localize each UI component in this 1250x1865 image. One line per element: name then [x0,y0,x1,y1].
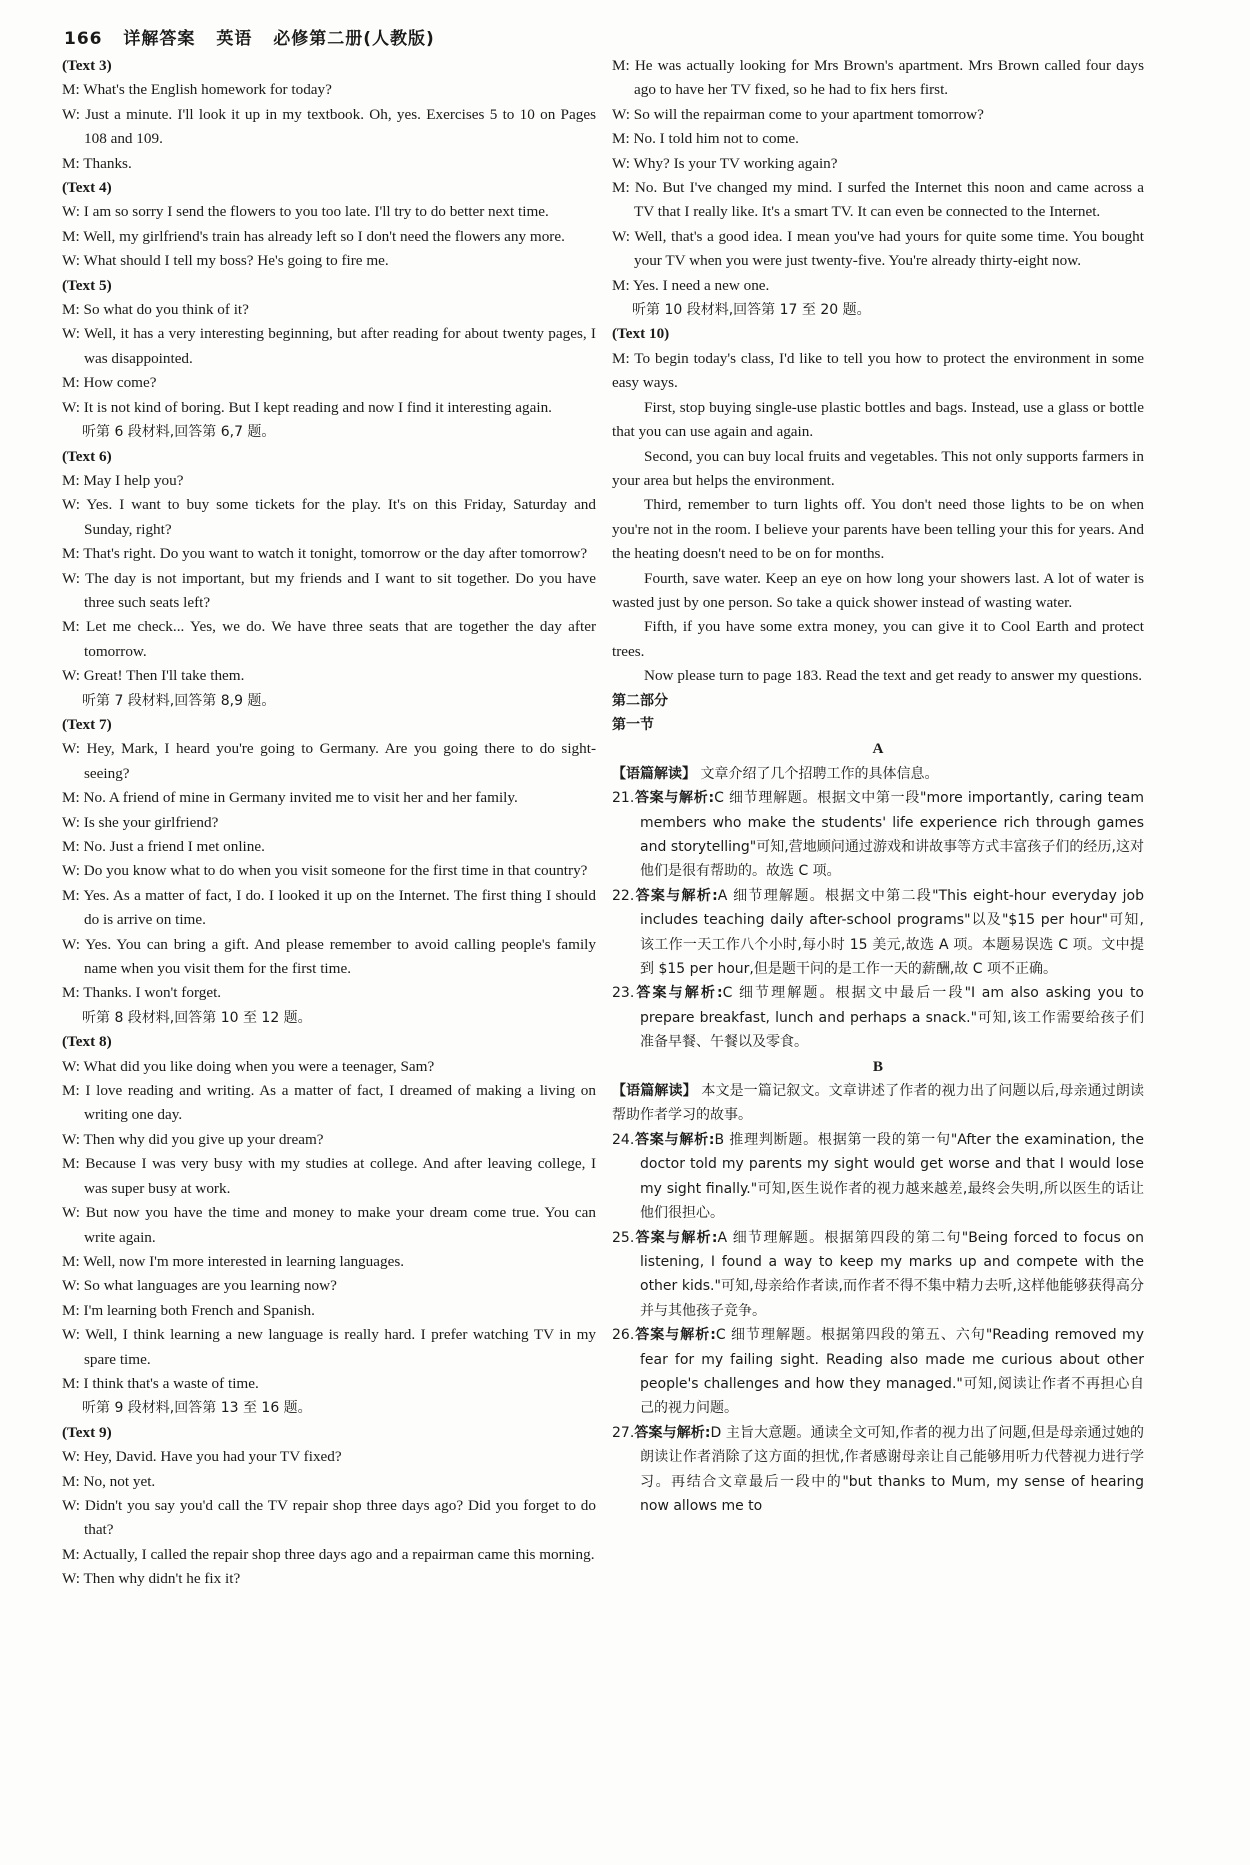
dialogue-line: W: The day is not important, but my friends and I want to sit together. Do you have three such seats left? [62,569,596,611]
dialogue-line: M: No. I told him not to come. [612,130,799,148]
section-label: (Text 3) [62,57,112,74]
dialogue-line: M: Well, my girlfriend's train has already left so I don't need the flowers any more. [62,227,565,245]
left-column [62,54,596,1592]
listening-instruction: 听第 8 段材料,回答第 10 至 12 题。 [82,1009,312,1026]
section-label: (Text 5) [62,276,112,294]
dialogue-line: W: Hey, David. Have you had your TV fixed? [62,1448,342,1466]
passage-letter: B [872,1057,884,1075]
header-title-1: 详解答案 [123,29,196,49]
section-label: (Text 10) [612,325,670,343]
dialogue-line: W: Then why didn't he fix it? [62,1570,241,1588]
part-heading: 第二部分 [612,692,668,709]
dialogue-line: M: Well, now I'm more interested in learning languages. [62,1252,405,1270]
answer-explanation [612,1421,1144,1519]
answer-tag: 答案与解析: [634,1229,718,1246]
answer-tag: 答案与解析: [634,1131,715,1148]
right-column [612,54,1144,1518]
dialogue-line: W: Why? Is your TV working again? [612,154,838,172]
answer-explanation [612,1323,1144,1421]
dialogue-line: W: So what languages are you learning now? [62,1277,337,1295]
dialogue-line: W: But now you have the time and money to make your dream come true. You can write again. [62,1204,596,1246]
passage-letter: A [872,740,884,758]
passage-summary [612,762,1144,786]
answer-tag: 答案与解析: [634,1424,711,1441]
dialogue-line: M: No. But I've changed my mind. I surfed the Internet this noon and came across a TV that I really like. It's a smart TV. It can even be connected to the Internet. [612,179,1144,221]
dialogue-line: M: Let me check... Yes, we do. We have three seats that are together the day after tomorrow. [62,618,596,660]
answer-text: A 细节理解题。根据文中第二段"This eight-hour everyday job includes teaching daily after-school programs"以及"$15 per hour"可知,该工作一天工作八个小时,每小时 15 美元,故选 A 项。本题易误选 C 项。文中提到 $15 per hour,但是题干问的是工作一天的薪酬,故 C 项不正确。 [640,887,1144,978]
dialogue-line: W: Do you know what to do when you visit someone for the first time in that country? [62,862,588,880]
answer-explanation [612,884,1144,982]
listening-instruction: 听第 7 段材料,回答第 8,9 题。 [82,692,276,709]
answer-text: D 主旨大意题。通读全文可知,作者的视力出了问题,但是母亲通过她的朗读让作者消除了这方面的担忧,作者感谢母亲让自己能够用听力代替视力进行学习。再结合文章最后一段中的"but thanks to Mum, my sense of hearing now allows me to [640,1424,1144,1514]
dialogue-line: M: Thanks. [62,154,132,172]
answer-explanation [612,981,1144,1054]
dialogue-line: W: Hey, Mark, I heard you're going to Germany. Are you going there to do sight-seeing? [62,740,596,782]
dialogue-line: M: He was actually looking for Mrs Brown's apartment. Mrs Brown called four days ago to have her TV fixed, so he had to fix hers first. [612,57,1144,99]
dialogue-line: M: Yes. I need a new one. [612,276,770,294]
answer-text: C 细节理解题。根据第四段的第五、六句"Reading removed my fear for my failing sight. Reading also made me curious about other people's challenges and how they managed."可知,阅读让作者不再担心自己的视力问题。 [640,1327,1144,1417]
answer-explanation [612,1128,1144,1226]
dialogue-line: M: So what do you think of it? [62,301,249,319]
dialogue-line: W: What should I tell my boss? He's going to fire me. [62,252,389,270]
monologue-paragraph: First, stop buying single-use plastic bottles and bags. Instead, use a glass or bottle that you can use again and again. [612,398,1144,441]
dialogue-line: M: What's the English homework for today? [62,81,332,99]
question-number: 21. [612,790,635,807]
answer-explanation [612,1226,1144,1324]
answer-text: C 细节理解题。根据文中最后一段"I am also asking you to prepare breakfast, lunch and perhaps a snack."可知,该工作需要给孩子们准备早餐、午餐以及零食。 [640,985,1144,1051]
section-label: (Text 9) [62,1423,112,1441]
summary-text: 文章介绍了几个招聘工作的具体信息。 [696,765,939,782]
dialogue-line: W: Well, I think learning a new language is really hard. I prefer watching TV in my spare time. [62,1326,596,1368]
answer-tag: 答案与解析: [634,985,723,1002]
dialogue-line: W: It is not kind of boring. But I kept reading and now I find it interesting again. [62,398,552,416]
dialogue-line: W: What did you like doing when you were a teenager, Sam? [62,1057,435,1075]
dialogue-line: W: Just a minute. I'll look it up in my textbook. Oh, yes. Exercises 5 to 10 on Pages 108 and 109. [62,105,596,148]
header-title-3: 必修第二册(人教版) [273,29,435,49]
answer-text: A 细节理解题。根据第四段的第二句"Being forced to focus on listening, I found a way to keep my marks up and compete with the other kids."可知,母亲给作者读,而作者不得不集中精力去听,这样他能够获得高分并与其他孩子竞争。 [640,1229,1144,1319]
dialogue-line: W: Didn't you say you'd call the TV repair shop three days ago? Did you forget to do that? [62,1496,596,1539]
dialogue-line: M: I'm learning both French and Spanish. [62,1301,315,1319]
dialogue-line: M: No, not yet. [62,1472,156,1490]
monologue-paragraph: Second, you can buy local fruits and vegetables. This not only supports farmers in your area but helps the environment. [612,447,1144,489]
dialogue-line: M: Thanks. I won't forget. [62,984,222,1002]
dialogue-line: M: Yes. As a matter of fact, I do. I looked it up on the Internet. The first thing I should do is arrive on time. [62,886,596,929]
question-number: 26. [612,1327,635,1344]
dialogue-line: M: No. Just a friend I met online. [62,838,265,855]
question-number: 25. [612,1229,635,1246]
dialogue-line: W: I am so sorry I send the flowers to you too late. I'll try to do better next time. [62,203,549,221]
section-label: (Text 4) [62,179,112,197]
answer-tag: 答案与解析: [634,1327,716,1344]
dialogue-line: M: I think that's a waste of time. [62,1374,259,1392]
page-number: 166 [64,29,103,49]
answer-text: C 细节理解题。根据文中第一段"more importantly, caring team members who make the students' life experience rich through games and storytelling"可知,营地顾问通过游戏和讲故事等方式丰富孩子们的经历,这对他们是很有帮助的。故选 C 项。 [640,790,1144,880]
monologue-paragraph: Now please turn to page 183. Read the text and get ready to answer my questions. [644,667,1143,685]
part-heading: 第一节 [612,716,654,733]
passage-summary [612,1079,1144,1128]
dialogue-line: W: Yes. I want to buy some tickets for the play. It's on this Friday, Saturday and Sunday, right? [62,496,596,538]
monologue-line: M: To begin today's class, I'd like to tell you how to protect the environment in some easy ways. [612,349,1144,392]
question-number: 23. [612,985,635,1002]
question-number: 27. [612,1424,635,1441]
dialogue-line: W: Great! Then I'll take them. [62,667,245,685]
section-label: (Text 6) [62,447,112,465]
dialogue-line: W: Then why did you give up your dream? [62,1130,324,1148]
header-title-2: 英语 [216,29,253,49]
summary-tag: 【语篇解读】 [612,765,696,782]
dialogue-line: W: Well, it has a very interesting beginning, but after reading for about twenty pages, I was disappointed. [62,325,596,367]
dialogue-line: W: So will the repairman come to your apartment tomorrow? [612,105,984,123]
dialogue-line: M: That's right. Do you want to watch it tonight, tomorrow or the day after tomorrow? [62,545,588,563]
page-header [64,24,449,49]
answer-explanation [612,786,1144,884]
monologue-paragraph: Third, remember to turn lights off. You don't need those lights to be on when you're not in the room. I believe your parents have been telling your this for years. And the heating doesn't need to be on for months. [612,496,1144,563]
dialogue-line: M: Actually, I called the repair shop three days ago and a repairman came this morning. [62,1545,595,1563]
dialogue-line: W: Well, that's a good idea. I mean you've had yours for quite some time. You bought your TV when you were just twenty-five. You're already thirty-eight now. [612,227,1144,270]
dialogue-line: W: Is she your girlfriend? [62,813,219,831]
monologue-paragraph: Fifth, if you have some extra money, you can give it to Cool Earth and protect trees. [612,618,1144,660]
dialogue-line: W: Yes. You can bring a gift. And please remember to avoid calling people's family name when you visit them for the first time. [62,935,596,978]
answer-tag: 答案与解析: [634,790,715,807]
dialogue-line: M: How come? [62,374,157,392]
answer-tag: 答案与解析: [634,887,718,904]
section-label: (Text 8) [62,1033,112,1051]
listening-instruction: 听第 10 段材料,回答第 17 至 20 题。 [632,302,871,319]
section-label: (Text 7) [62,715,112,733]
dialogue-line: M: No. A friend of mine in Germany invited me to visit her and her family. [62,789,518,807]
monologue-paragraph: Fourth, save water. Keep an eye on how long your showers last. A lot of water is wasted just by one person. So take a quick shower instead of wasting water. [612,569,1144,611]
question-number: 22. [612,887,635,904]
listening-instruction: 听第 6 段材料,回答第 6,7 题。 [82,424,276,441]
summary-tag: 【语篇解读】 [612,1083,697,1100]
answer-text: B 推理判断题。根据第一段的第一句"After the examination, the doctor told my parents my sight would get worse and that I would lose my sight finally."可知,医生说作者的视力越来越差,最终会失明,所以医生的话让他们很担心。 [640,1131,1144,1222]
question-number: 24. [612,1131,635,1148]
dialogue-line: M: I love reading and writing. As a matter of fact, I dreamed of making a living on writing one day. [62,1082,596,1124]
summary-text: 本文是一篇记叙文。文章讲述了作者的视力出了问题以后,母亲通过朗读帮助作者学习的故事。 [612,1083,1145,1124]
dialogue-line: M: Because I was very busy with my studies at college. And after leaving college, I was super busy at work. [62,1155,596,1197]
listening-instruction: 听第 9 段材料,回答第 13 至 16 题。 [82,1400,312,1417]
dialogue-line: M: May I help you? [62,471,184,489]
